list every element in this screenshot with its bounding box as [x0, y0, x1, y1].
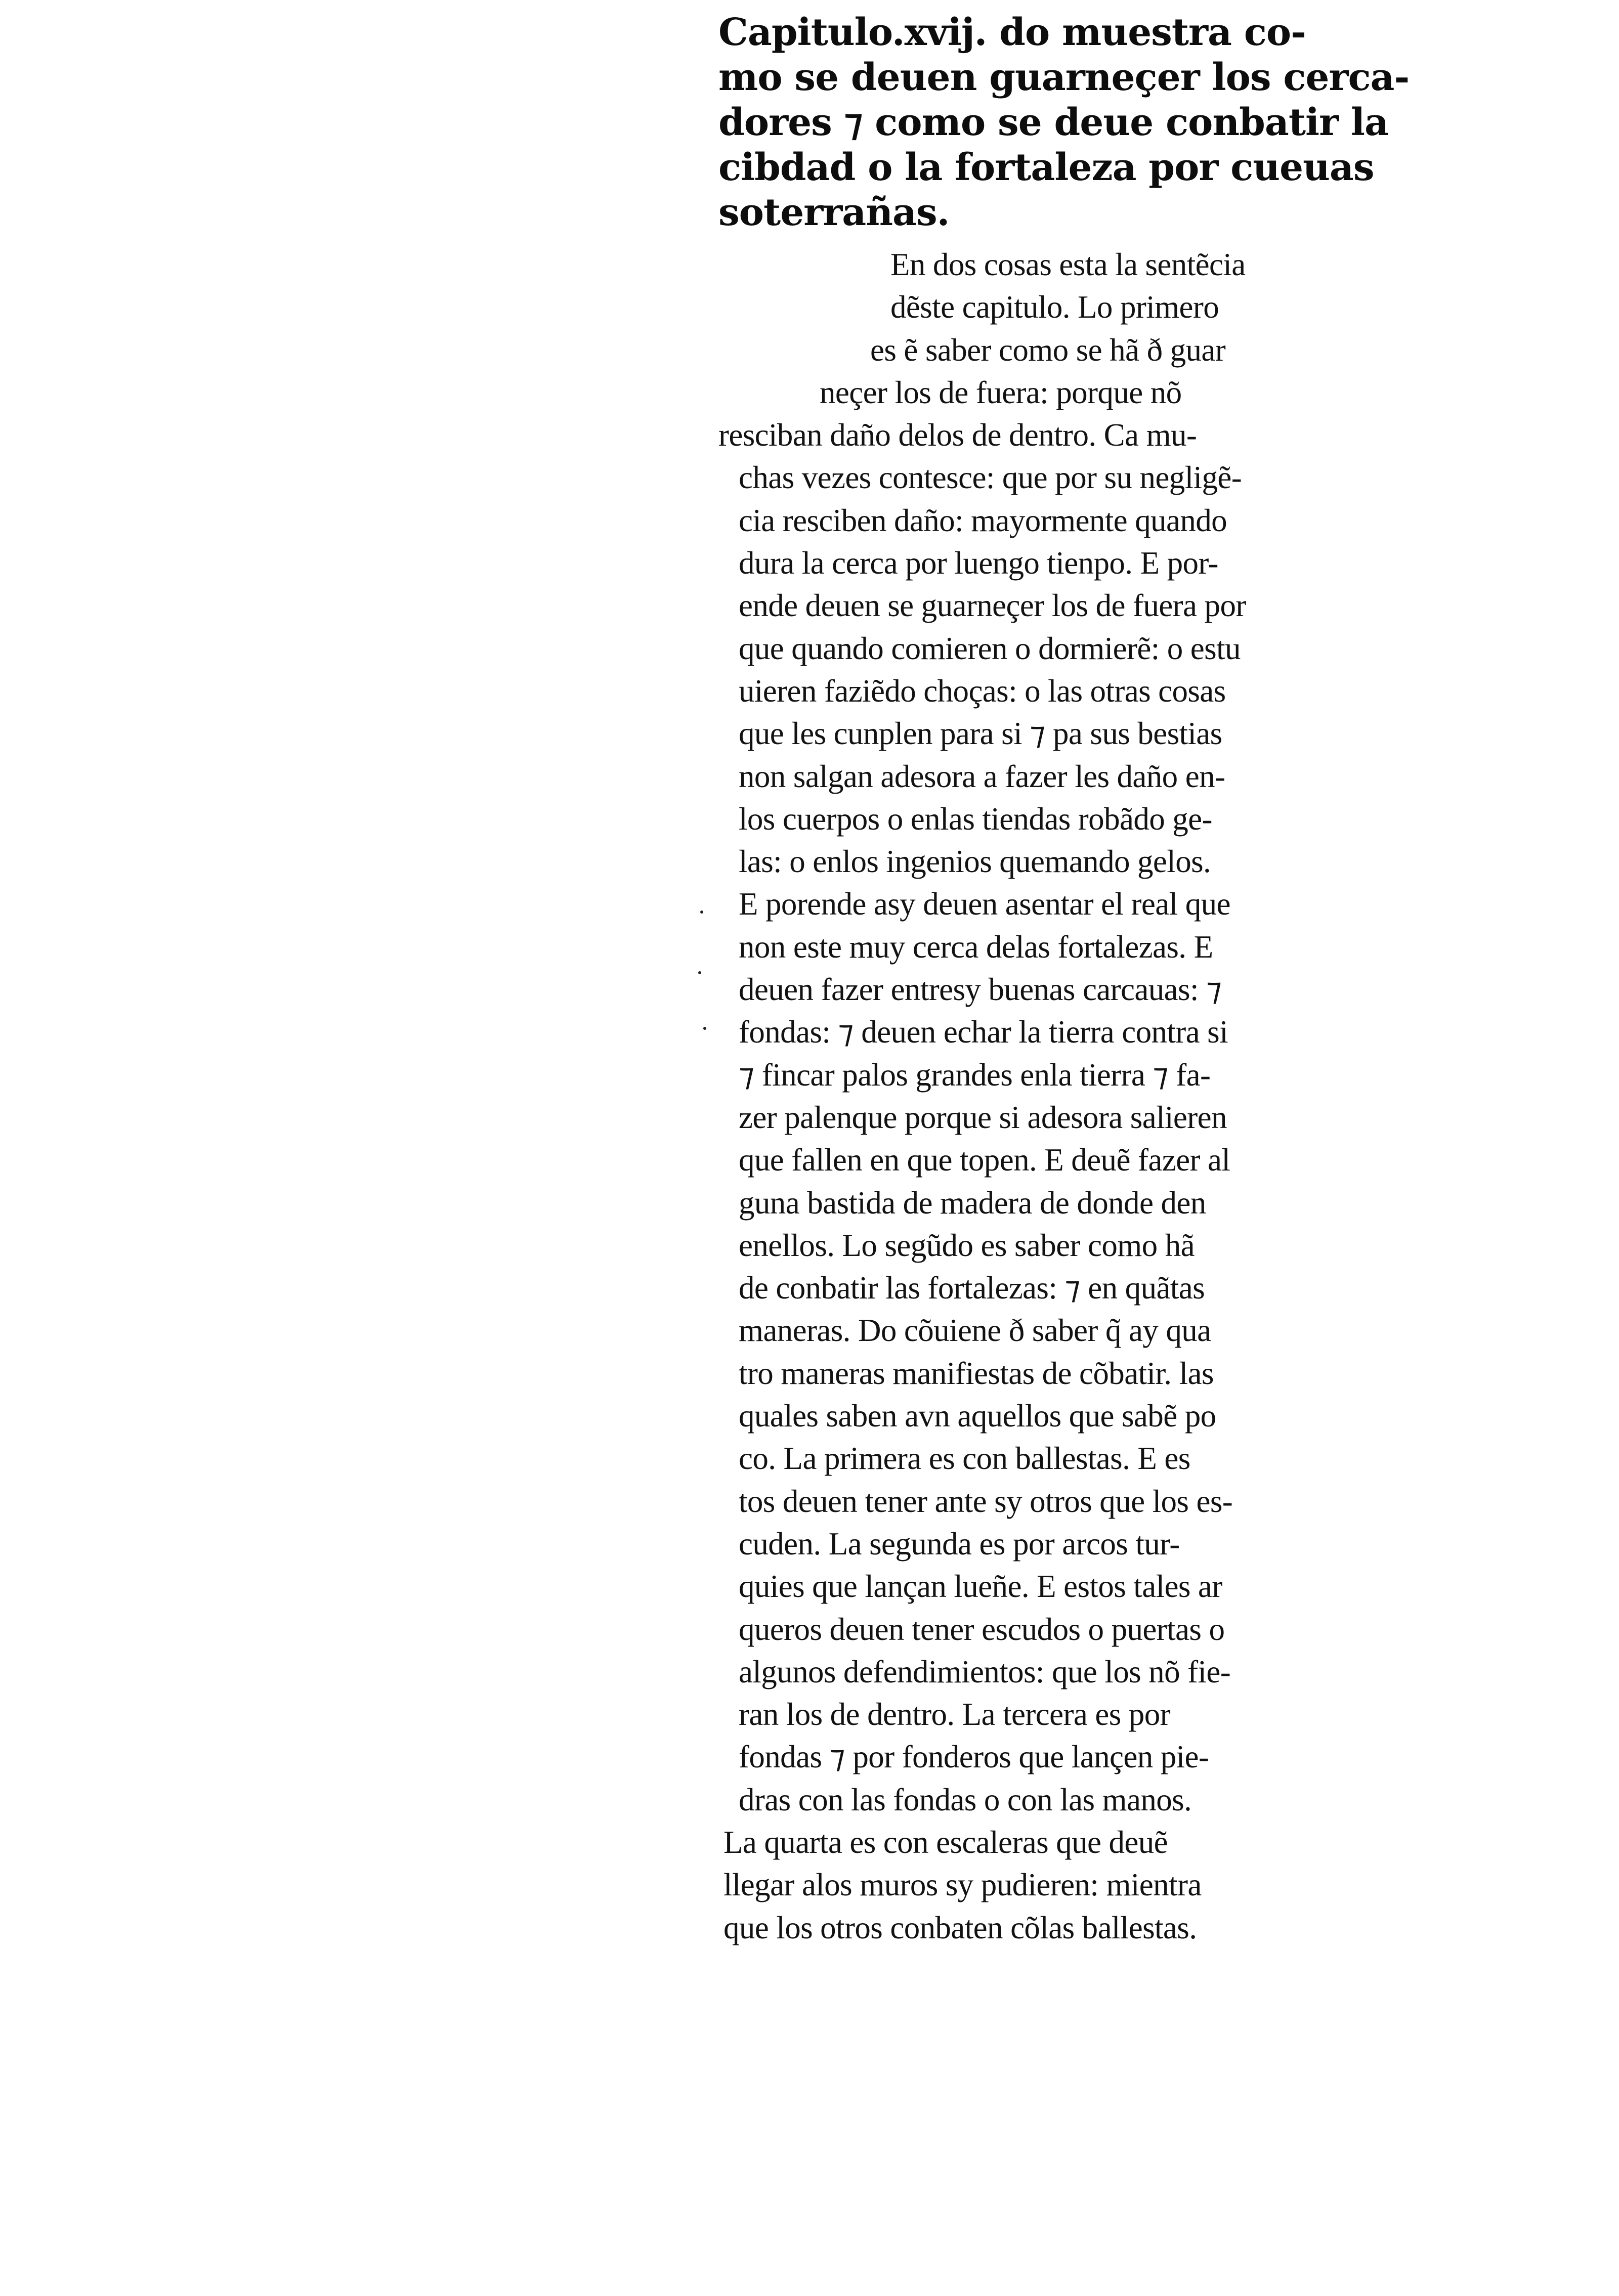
- body-line: non este muy cerca delas fortalezas. E: [739, 929, 1213, 965]
- body-line: llegar alos muros sy pudieren: mientra: [723, 1867, 1202, 1903]
- chapter-body: [718, 243, 1315, 1949]
- ink-specks: [698, 911, 718, 1062]
- heading-line: cibdad o la fortaleza por cueuas: [718, 146, 1374, 189]
- body-line: tos deuen tener ante sy otros que los es-: [739, 1483, 1233, 1519]
- body-line: que los otros conbaten cõlas ballestas.: [723, 1910, 1197, 1945]
- body-line: que les cunplen para si ⁊ pa sus bestias: [739, 716, 1222, 752]
- body-line: fondas: ⁊ deuen echar la tierra contra si: [739, 1014, 1228, 1050]
- body-line: queros deuen tener escudos o puertas o: [739, 1611, 1225, 1647]
- body-line: zer palenque porque si adesora salieren: [739, 1099, 1227, 1135]
- body-line: resciban daño delos de dentro. Ca mu-: [718, 417, 1197, 453]
- body-line: E porende asy deuen asentar el real que: [739, 886, 1230, 922]
- body-line: uieren faziẽdo choças: o las otras cosas: [739, 673, 1226, 709]
- chapter-heading: [718, 10, 1410, 235]
- body-line: maneras. Do cõuiene ð saber q̃ ay qua: [739, 1313, 1211, 1349]
- body-line: En dos cosas esta la sentẽcia: [890, 247, 1246, 282]
- body-line: quies que lançan lueñe. E estos tales ar: [739, 1569, 1222, 1605]
- body-line: tro maneras manifiestas de cõbatir. las: [739, 1355, 1214, 1391]
- body-line: que fallen en que topen. E deuẽ fazer al: [739, 1142, 1230, 1178]
- body-line: guna bastida de madera de donde den: [739, 1185, 1206, 1221]
- body-line: que quando comieren o dormierẽ: o estu: [739, 630, 1241, 666]
- ink-speck: [703, 1027, 706, 1030]
- body-line: ende deuen se guarneçer los de fuera por: [739, 588, 1246, 624]
- ink-speck: [698, 971, 701, 974]
- heading-line: soterrañas.: [718, 191, 950, 234]
- body-line: de conbatir las fortalezas: ⁊ en quãtas: [739, 1270, 1205, 1306]
- text-column: [718, 10, 1410, 1949]
- body-line: quales saben avn aquellos que sabẽ po: [739, 1398, 1216, 1434]
- body-line: cuden. La segunda es por arcos tur-: [739, 1526, 1180, 1562]
- body-line: chas vezes contesce: que por su negligẽ-: [739, 460, 1242, 496]
- body-line: non salgan adesora a fazer les daño en-: [739, 758, 1225, 794]
- body-line: es ẽ saber como se hã ð guar: [870, 332, 1226, 368]
- body-line: ran los de dentro. La tercera es por: [739, 1697, 1170, 1732]
- ink-speck: [700, 911, 703, 914]
- body-line: cia resciben daño: mayormente quando: [739, 502, 1227, 538]
- body-line: los cuerpos o enlas tiendas robãdo ge-: [739, 801, 1212, 837]
- body-line: deuen fazer entresy buenas carcauas: ⁊: [739, 972, 1222, 1008]
- heading-line: dores ⁊ como se deue conbatir la: [718, 101, 1388, 144]
- body-line: dras con las fondas o con las manos.: [739, 1782, 1192, 1817]
- body-line: La quarta es con escaleras que deuẽ: [723, 1824, 1168, 1860]
- body-line: enellos. Lo segũdo es saber como hã: [739, 1227, 1195, 1263]
- body-line: fondas ⁊ por fonderos que lançen pie-: [739, 1739, 1209, 1775]
- body-line: dura la cerca por luengo tienpo. E por-: [739, 545, 1218, 581]
- heading-line: mo se deuen guarneçer los cerca-: [718, 56, 1410, 99]
- body-line: co. La primera es con ballestas. E es: [739, 1441, 1190, 1477]
- body-line: dẽste capitulo. Lo primero: [890, 289, 1219, 325]
- body-line: neçer los de fuera: porque nõ: [820, 374, 1182, 410]
- body-line: ⁊ fincar palos grandes enla tierra ⁊ fa-: [739, 1057, 1211, 1093]
- body-line: las: o enlos ingenios quemando gelos.: [739, 844, 1211, 880]
- heading-line: Capitulo.xvij. do muestra co-: [718, 11, 1306, 54]
- body-line: algunos defendimientos: que los nõ fie-: [739, 1654, 1231, 1689]
